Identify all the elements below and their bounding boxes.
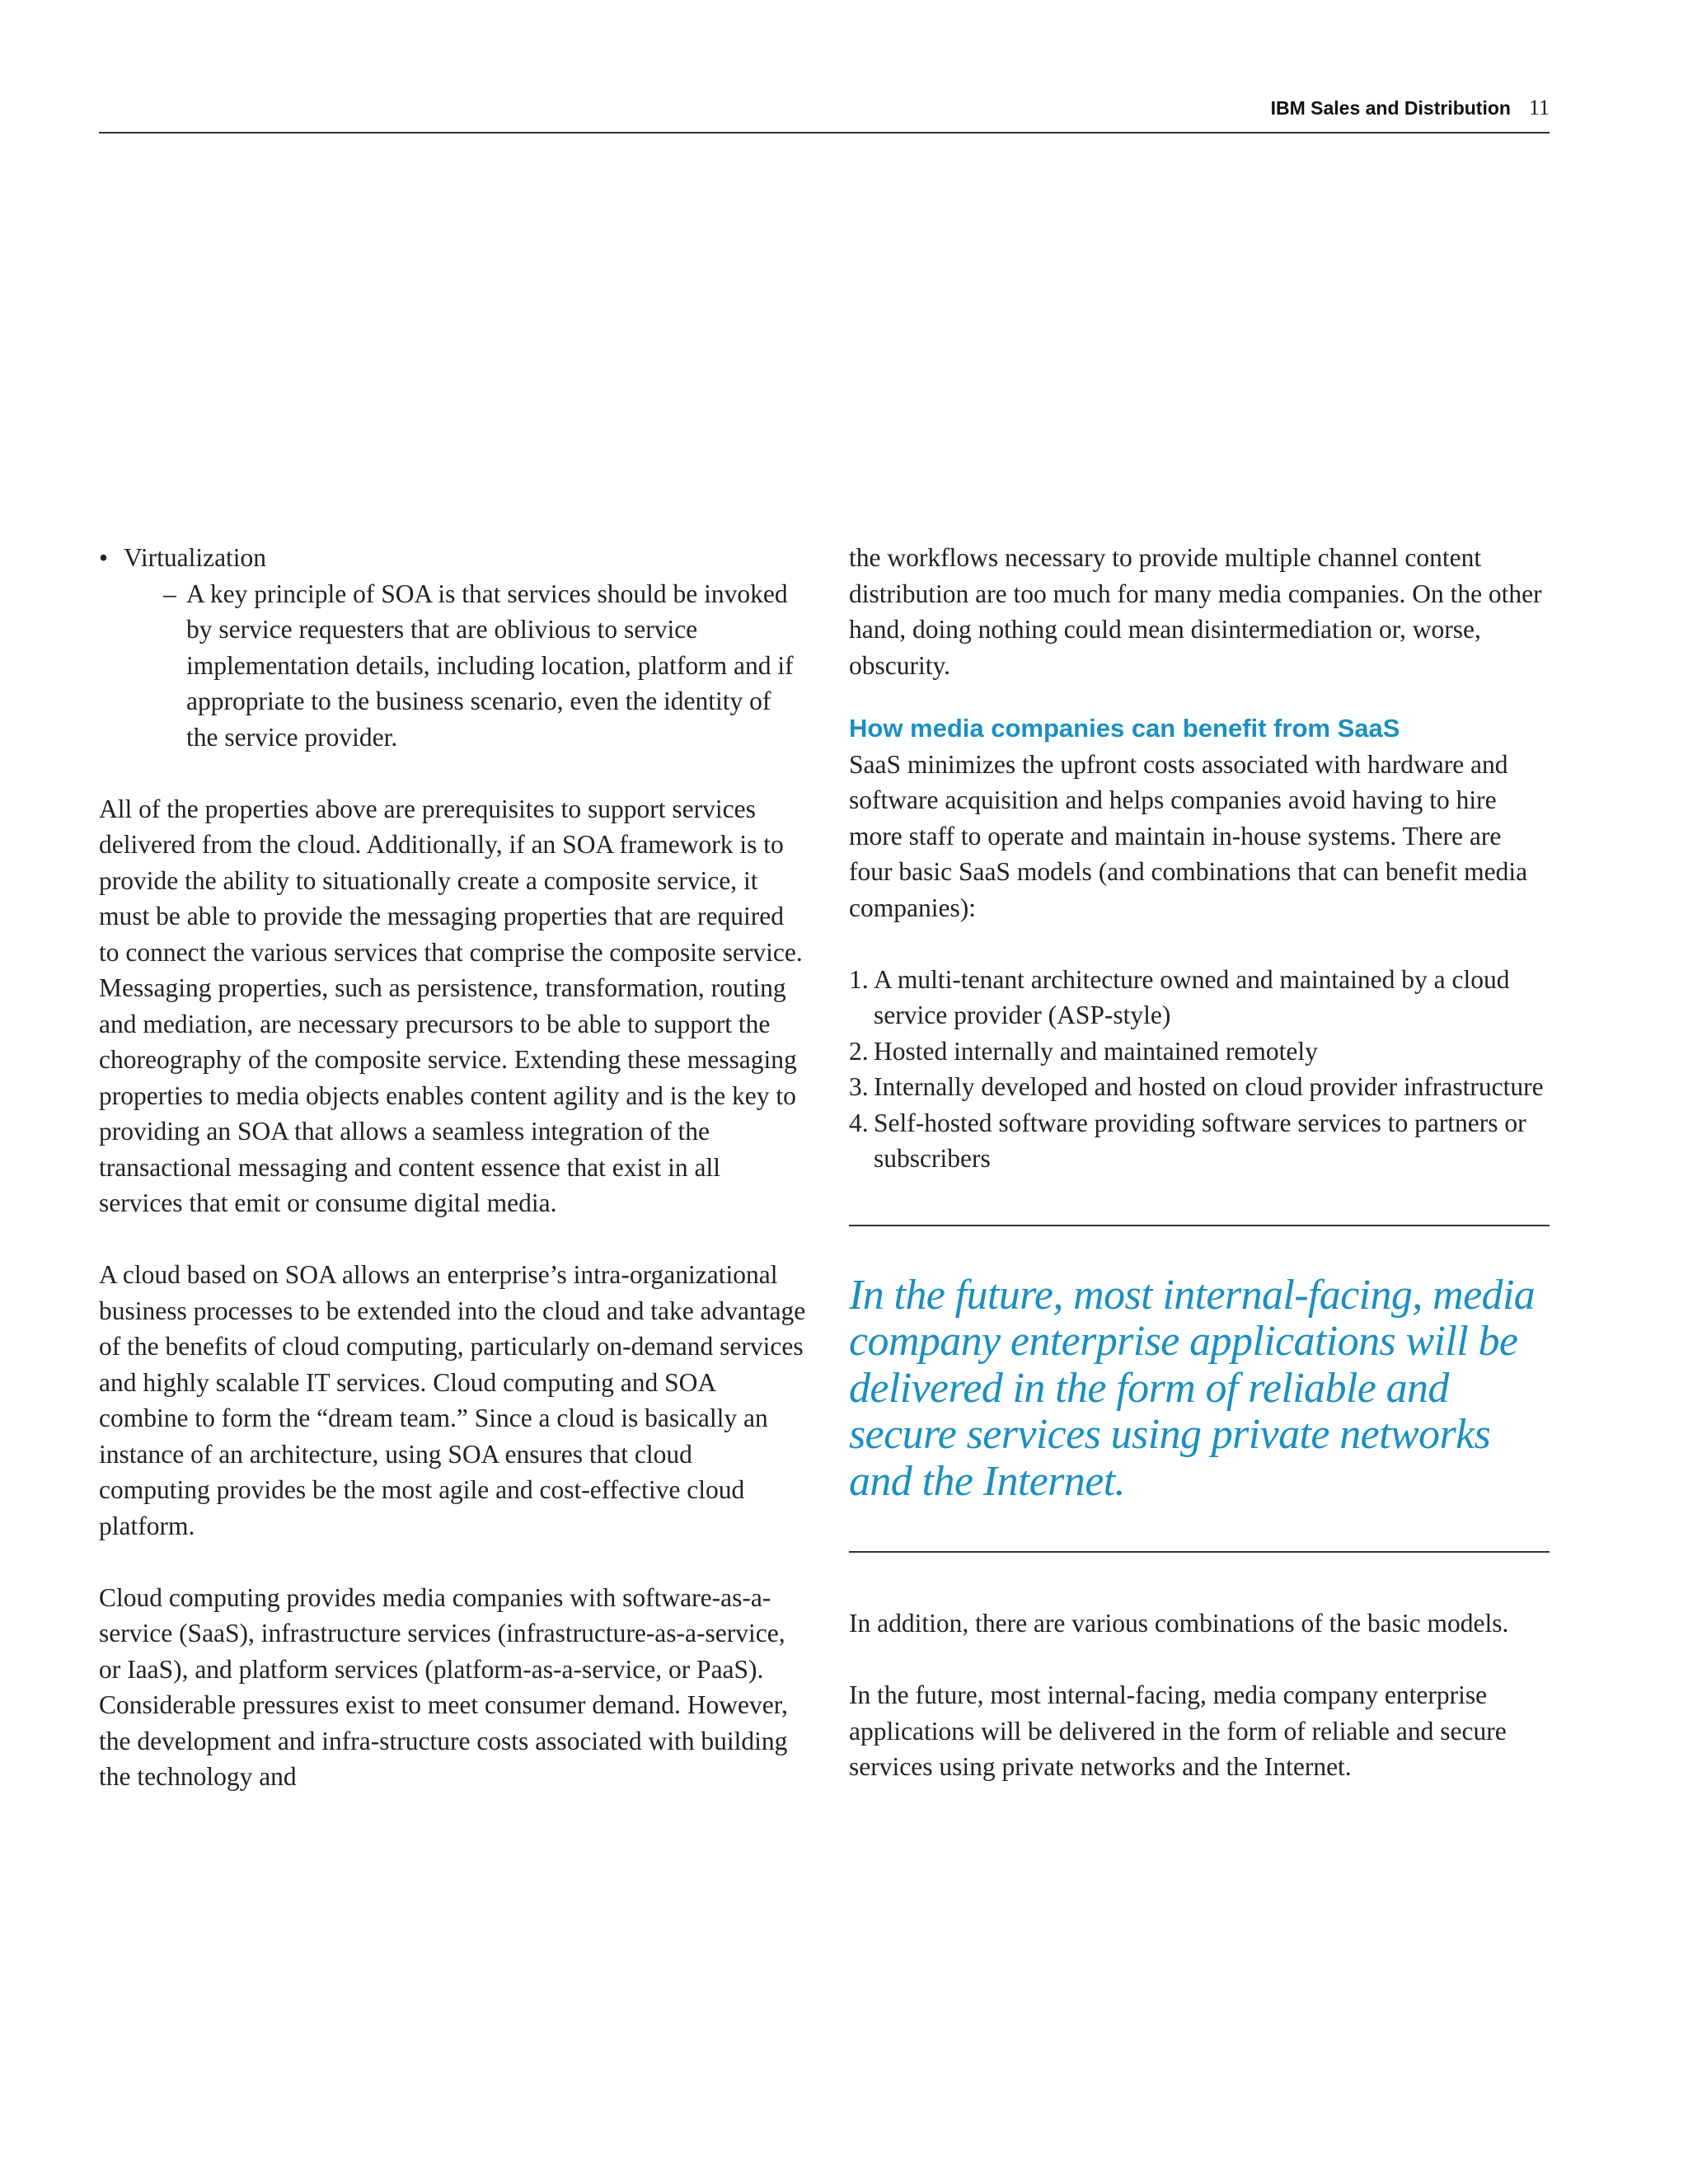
pull-quote: In the future, most internal-facing, media company enterprise applications will be delivered in the form of reliable and secure services using private networks and the Internet. [849,1271,1536,1505]
list-item [849,1033,1550,1070]
list-number: 1. [849,964,869,994]
bullet-mark: • [99,543,109,572]
section-heading: How media companies can benefit from SaaS [849,714,1400,743]
pullquote-top-rule [849,1225,1550,1226]
body-paragraph: All of the properties above are prerequisites to support services delivered from the cloud. Additionally, if an SOA framework is to provide the ability to situationally create a composite service, it must be able to provide the messaging properties that are required to connect the various services that comprise the composite service. Messaging properties, such as persistence, transformation, routing and mediation, are necessary precursors to be able to support the choreography of the composite service. Extending these messaging properties to media objects enables content agility and is the key to providing an SOA that allows a seamless integration of the transactional messaging and content essence that exist in all services that emit or consume digital media. [99,794,803,1217]
bullet-label: Virtualization [124,543,267,572]
right-column [849,540,1550,1785]
continued-paragraph: the workflows necessary to provide multiple channel content distribution are too much for many media companies. On the other hand, doing nothing could mean disintermediation or, worse, obscurity. [849,543,1542,680]
sub-bullet-item [99,576,808,756]
page-number: 11 [1528,96,1550,120]
body-paragraph: Cloud computing provides media companies with software-as-a-service (SaaS), infrastructure services (infrastructure-as-a-service, or IaaS), and platform services (platform-as-a-service, or PaaS). Considerable pressures exist to meet consumer demand. However, the development and infra-structure costs associated with building the technology and [99,1582,788,1791]
pullquote-bottom-rule [849,1551,1550,1553]
saas-models-list [849,962,1550,1177]
list-item-text: Internally developed and hosted on cloud provider infrastructure [874,1072,1544,1101]
closing-paragraph: In the future, most internal-facing, media company enterprise applications will be delivered in the form of reliable and secure services using private networks and the Internet. [849,1680,1507,1781]
dash-mark: – [163,579,176,608]
list-number: 3. [849,1072,869,1101]
sub-bullet-text: A key principle of SOA is that services should be invoked by service requesters that are oblivious to service implementation details, including location, platform and if appropriate to the business scenario, even the identity of the service provider. [186,579,794,752]
list-item [849,962,1550,1033]
header-text [1271,96,1550,121]
list-number: 2. [849,1036,869,1066]
page-header [99,92,1550,134]
body-paragraph: A cloud based on SOA allows an enterprise’s intra-organizational business processes to be extended into the cloud and take advantage of the benefits of cloud computing, particularly on-demand services and highly scalable IT services. Cloud computing and SOA combine to form the “dream team.” Since a cloud is basically an instance of an architecture, using SOA ensures that cloud computing provides be the most agile and cost-effective cloud platform. [99,1260,806,1540]
list-item [849,1105,1550,1177]
closing-paragraph: In addition, there are various combinations of the basic models. [849,1609,1509,1638]
header-title: IBM Sales and Distribution [1270,97,1511,119]
saas-intro-paragraph: SaaS minimizes the upfront costs associated with hardware and software acquisition and helps companies avoid having to hire more staff to operate and maintain in-house systems. There are four basic SaaS models (and combinations that can benefit media companies): [849,749,1528,922]
list-item-text: Hosted internally and maintained remotely [874,1036,1318,1066]
list-item-text: A multi-tenant architecture owned and maintained by a cloud service provider (ASP-style) [874,964,1510,1029]
list-number: 4. [849,1108,869,1137]
left-column [99,540,808,1795]
bullet-item-virtualization [99,540,808,576]
list-item [849,1069,1550,1105]
list-item-text: Self-hosted software providing software services to partners or subscribers [874,1108,1526,1173]
